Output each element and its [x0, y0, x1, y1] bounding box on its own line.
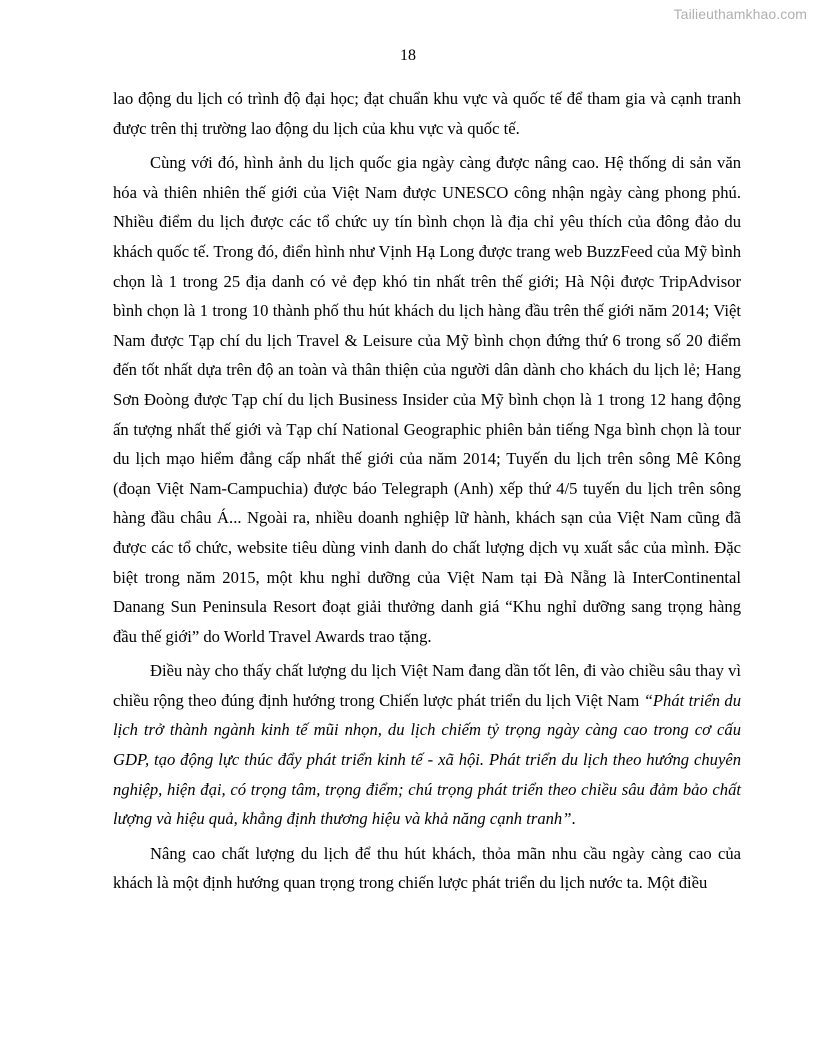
- paragraph-3-end: .: [571, 809, 576, 829]
- paragraph-3-text: Điều này cho thấy chất lượng du lịch Việt Nam đang dần tốt lên, đi vào chiều sâu thay vì chiều rộng theo đúng định hướng trong Chiến lược phát triển du lịch Việt Nam: [113, 661, 741, 710]
- document-body: [113, 84, 741, 903]
- strategy-quote: “Phát triển du lịch trở thành ngành kinh tế mũi nhọn, du lịch chiếm tỷ trọng ngày càng cao trong cơ cấu GDP, tạo động lực thúc đẩy phát triển kinh tế - xã hội. Phát triển du lịch theo hướng chuyên nghiệp, hiện đại, có trọng tâm, trọng điểm; chú trọng phát triển theo chiều sâu đảm bảo chất lượng và hiệu quả, khẳng định thương hiệu và khả năng cạnh tranh”: [113, 690, 741, 829]
- paragraph-3: [113, 656, 741, 834]
- watermark: Tailieuthamkhao.com: [673, 6, 807, 22]
- paragraph-2: Cùng với đó, hình ảnh du lịch quốc gia ngày càng được nâng cao. Hệ thống di sản văn hóa và thiên nhiên thế giới của Việt Nam được UNESCO công nhận ngày càng phong phú. Nhiều điểm du lịch được các tổ chức uy tín bình chọn là địa chỉ yêu thích của đông đảo du khách quốc tế. Trong đó, điển hình như Vịnh Hạ Long được trang web BuzzFeed của Mỹ bình chọn là 1 trong 25 địa danh có vẻ đẹp khó tin nhất trên thế giới; Hà Nội được TripAdvisor bình chọn là 1 trong 10 thành phố thu hút khách du lịch hàng đầu trên thế giới năm 2014; Việt Nam được Tạp chí du lịch Travel & Leisure của Mỹ bình chọn đứng thứ 6 trong số 20 điểm đến tốt nhất dựa trên độ an toàn và thân thiện của người dân dành cho khách du lịch lẻ; Hang Sơn Đoòng được Tạp chí du lịch Business Insider của Mỹ bình chọn là 1 trong 12 hang động ấn tượng nhất thế giới và Tạp chí National Geographic phiên bản tiếng Nga bình chọn là tour du lịch mạo hiểm đẳng cấp nhất thế giới của năm 2014; Tuyến du lịch trên sông Mê Kông (đoạn Việt Nam-Campuchia) được báo Telegraph (Anh) xếp thứ 4/5 tuyến du lịch trên sông hàng đầu châu Á... Ngoài ra, nhiều doanh nghiệp lữ hành, khách sạn của Việt Nam cũng đã được các tổ chức, website tiêu dùng vinh danh do chất lượng dịch vụ xuất sắc của mình. Đặc biệt trong năm 2015, một khu nghỉ dưỡng của Việt Nam tại Đà Nẵng là InterContinental Danang Sun Peninsula Resort đoạt giải thưởng danh giá “Khu nghỉ dưỡng sang trọng hàng đầu thế giới” do World Travel Awards trao tặng.: [113, 153, 741, 646]
- paragraph-1: lao động du lịch có trình độ đại học; đạt chuẩn khu vực và quốc tế để tham gia và cạnh tranh được trên thị trường lao động du lịch của khu vực và quốc tế.: [113, 89, 741, 138]
- paragraph-4: Nâng cao chất lượng du lịch để thu hút khách, thỏa mãn nhu cầu ngày càng cao của khách là một định hướng quan trọng trong chiến lược phát triển du lịch nước ta. Một điều: [113, 843, 741, 893]
- page-number: 18: [400, 47, 416, 64]
